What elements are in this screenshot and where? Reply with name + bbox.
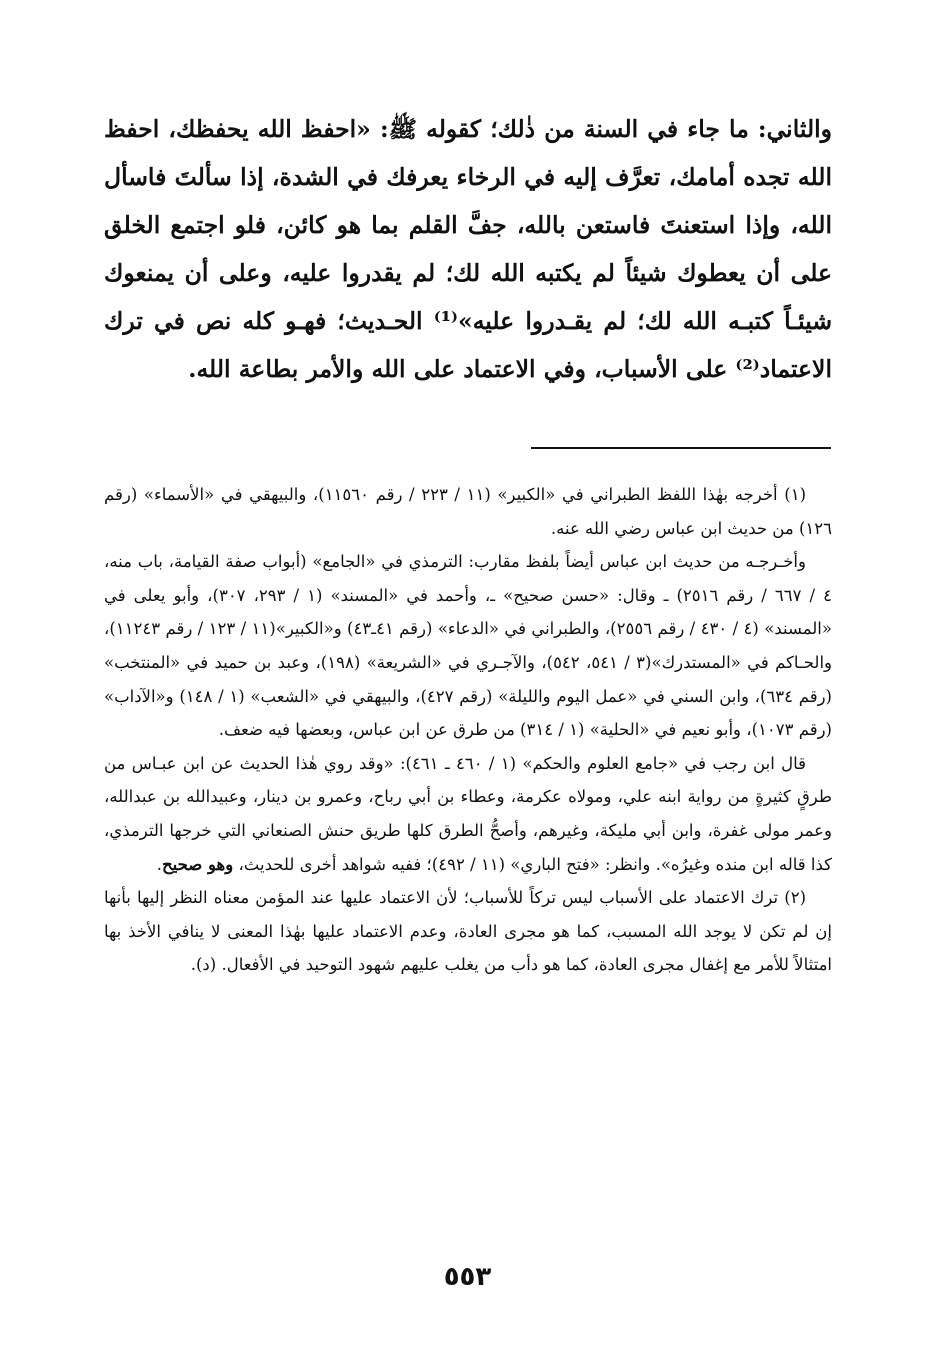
main-body-text: : ما جاء في السنة من ذٰلك؛ كقوله ﷺ: «احفظ الله يحفظك، احفظ الله تجده أمامك، تعرَّف إليه في الرخاء يعرفك في الشدة، إذا سألتَ فاسأل الله، وإذا استعنتَ فاستعن بالله، جفَّ القلم بما هو كائن، فلو اجتمع الخلق على أن يعطوك شيئاً لم يكتبه الله لك؛ لم يقدروا عليه، وعلى أن يمنعوك شيئـاً كتبـه الله لك؛ لم يقـدروا عليه»⁽¹⁾ الحـديث؛ فهـو كله نص في ترك الاعتماد⁽²⁾ على الأسباب، وفي الاعتماد على الله والأمر بطاعة الله.: [104, 115, 833, 383]
footnotes-section: [104, 478, 832, 982]
footnote-separator: [531, 447, 831, 449]
page-number: ٥٥٣: [443, 1262, 492, 1292]
footnote-1-paragraph-3-text: قال ابن رجب في «جامع العلوم والحكم» (١ / ٤٦٠ ـ ٤٦١): «وقد روي هٰذا الحديث عن ابن عبـاس من طرقٍ كثيرةٍ من رواية ابنه علي، ومولاه عكرمة، وعطاء بن أبي رباح، وعمرو بن دينار، وعبيدالله بن عبدالله، وعمر مولى غفرة، وابن أبي مليكة، وغيرهم، وأصحُّ الطرق كلها طريق حنش الصنعاني التي خرجها الترمذي، كذا قاله ابن منده وغيرُه». وانظر: «فتح الباري» (١١ / ٤٩٢)؛ ففيه شواهد أخرى للحديث،: [104, 753, 832, 874]
footnote-1-paragraph-3: [104, 747, 832, 881]
footnote-1-verdict: وهو صحيح: [162, 854, 234, 874]
footnote-1-paragraph-1: (١) أخرجه بهٰذا اللفظ الطبراني في «الكبير» (١١ / ٢٢٣ / رقم ١١٥٦٠)، والبيهقي في «الأسماء» (رقم ١٢٦) من حديث ابن عباس رضي الله عنه.: [104, 485, 832, 538]
footnote-1-paragraph-3-end: .: [156, 854, 162, 874]
footnote-2-paragraph: (٢) ترك الاعتماد على الأسباب ليس تركاً للأسباب؛ لأن الاعتماد عليها عند المؤمن معناه النظر إليها بأنها إن لم تكن لا يوجد الله المسبب، كما هو مجرى العادة، وعدم الاعتماد عليها بهٰذا المعنى لا ينافي الأخذ بها امتثالاً للأمر مع إغفال مجرى العادة، كما هو دأب من يغلب عليهم شهود التوحيد في الأفعال. (د).: [104, 888, 832, 975]
main-paragraph: [104, 105, 832, 393]
main-lead-word: والثاني: [766, 115, 832, 143]
footnote-1-paragraph-2: وأخـرجـه من حديث ابن عباس أيضاً بلفظ مقارب: الترمذي في «الجامع» (أبواب صفة القيامة، باب منه، ٤ / ٦٦٧ / رقم ٢٥١٦) ـ وقال: «حسن صحيح» ـ، وأحمد في «المسند» (١ / ٢٩٣، ٣٠٧)، وأبو يعلى في «المسند» (٤ / ٤٣٠ / رقم ٢٥٥٦)، والطبراني في «الدعاء» (رقم ٤١ـ٤٣) و«الكبير»(١١ / ١٢٣ / رقم ١١٢٤٣)، والحـاكم في «المستدرك»(٣ / ٥٤١، ٥٤٢)، والآجـري في «الشريعة» (١٩٨)، وعبد بن حميد في «المنتخب» (رقم ٦٣٤)، وابن السني في «عمل اليوم والليلة» (رقم ٤٢٧)، والبيهقي في «الشعب» (١ / ١٤٨) و«الآداب» (رقم ١٠٧٣)، وأبو نعيم في «الحلية» (١ / ٣١٤) من طرق عن ابن عباس، وبعضها فيه ضعف.: [104, 552, 832, 740]
